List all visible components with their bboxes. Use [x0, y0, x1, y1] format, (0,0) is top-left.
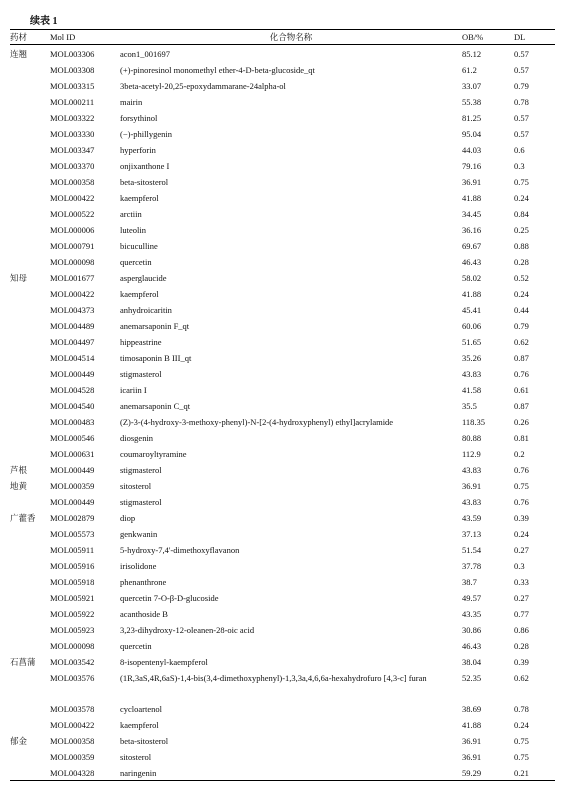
cell-herb: 连翘 [10, 49, 28, 59]
header-compound-name: 化合物名称 [120, 30, 462, 45]
cell-ob: 36.91 [462, 736, 482, 746]
cell-ob: 46.43 [462, 641, 482, 651]
cell-herb [10, 493, 50, 509]
cell-compound-name: quercetin [120, 641, 152, 651]
cell-ob: 118.35 [462, 417, 486, 427]
cell-dl: 0.79 [514, 81, 529, 91]
table-row [10, 413, 555, 429]
cell-ob: 61.2 [462, 65, 477, 75]
cell-mol-id: MOL000358 [50, 177, 95, 187]
cell-mol-id: MOL004540 [50, 401, 95, 411]
cell-compound-name: beta-sitosterol [120, 177, 169, 187]
cell-mol-id: MOL005921 [50, 593, 95, 603]
cell-ob: 85.12 [462, 49, 482, 59]
cell-herb: 芦根 [10, 465, 28, 475]
table-row [10, 205, 555, 221]
cell-mol-id: MOL003576 [50, 673, 95, 683]
cell-mol-id: MOL000098 [50, 257, 95, 267]
table-row [10, 637, 555, 653]
cell-dl: 0.3 [514, 561, 525, 571]
table-row [10, 461, 555, 477]
cell-herb: 石菖蒲 [10, 657, 36, 667]
table-row [10, 237, 555, 253]
cell-dl: 0.77 [514, 609, 529, 619]
cell-mol-id: MOL005923 [50, 625, 95, 635]
cell-ob: 38.7 [462, 577, 477, 587]
table-row [10, 253, 555, 269]
cell-compound-name: stigmasterol [120, 497, 162, 507]
cell-dl: 0.75 [514, 752, 529, 762]
table-row [10, 605, 555, 621]
table-row [10, 349, 555, 365]
cell-dl: 0.28 [514, 641, 529, 651]
table-row [10, 716, 555, 732]
cell-ob: 45.41 [462, 305, 482, 315]
cell-herb [10, 365, 50, 381]
cell-ob: 34.45 [462, 209, 482, 219]
cell-compound-name: (−)-phillygenin [120, 129, 173, 139]
cell-dl: 0.62 [514, 673, 529, 683]
cell-mol-id: MOL004328 [50, 764, 120, 781]
cell-compound-name: kaempferol [120, 289, 159, 299]
cell-herb [10, 173, 50, 189]
cell-compound-name: asperglaucide [120, 273, 167, 283]
cell-dl: 0.57 [514, 113, 529, 123]
cell-dl: 0.62 [514, 337, 529, 347]
cell-herb [10, 700, 50, 716]
table-row [10, 301, 555, 317]
cell-compound-name: 5-hydroxy-7,4'-dimethoxyflavanon [120, 545, 240, 555]
cell-ob: 60.06 [462, 321, 482, 331]
cell-compound-name: luteolin [120, 225, 146, 235]
cell-compound-name: sitosterol [120, 752, 152, 762]
cell-ob: 95.04 [462, 129, 482, 139]
cell-mol-id: MOL002879 [50, 513, 95, 523]
cell-herb [10, 125, 50, 141]
table-row [10, 93, 555, 109]
header-dl: DL [514, 30, 555, 45]
cell-mol-id: MOL000006 [50, 225, 95, 235]
cell-herb [10, 748, 50, 764]
cell-herb [10, 637, 50, 653]
cell-herb [10, 589, 50, 605]
cell-dl: 0.24 [514, 193, 529, 203]
cell-compound-name: 8-isopentenyl-kaempferol [120, 657, 208, 667]
cell-compound-name: diosgenin [120, 433, 154, 443]
cell-dl: 0.39 [514, 513, 529, 523]
cell-ob: 51.65 [462, 337, 482, 347]
cell-ob: 36.91 [462, 752, 482, 762]
cell-compound-name: hyperforin [120, 145, 156, 155]
cell-herb [10, 541, 50, 557]
cell-mol-id: MOL005922 [50, 609, 95, 619]
cell-compound-name: forsythinol [120, 113, 158, 123]
table-row [10, 653, 555, 669]
cell-ob: 41.88 [462, 720, 482, 730]
cell-mol-id: MOL000449 [50, 369, 95, 379]
cell-compound-name: anemarsaponin C_qt [120, 401, 191, 411]
cell-compound-name: (Z)-3-(4-hydroxy-3-methoxy-phenyl)-N-[2-(4-hydroxyphenyl) ethyl]acrylamide [120, 417, 394, 427]
table-row [10, 333, 555, 349]
cell-ob: 37.13 [462, 529, 482, 539]
cell-dl: 0.76 [514, 369, 529, 379]
cell-ob: 69.67 [462, 241, 482, 251]
cell-compound-name: (1R,3aS,4R,6aS)-1,4-bis(3,4-dimethoxyphenyl)-1,3,3a,4,6,6a-hexahydrofuro [4,3-c] furan [120, 673, 427, 683]
table-row [10, 429, 555, 445]
table-row [10, 397, 555, 413]
cell-dl: 0.27 [514, 593, 529, 603]
cell-herb [10, 349, 50, 365]
cell-herb [10, 141, 50, 157]
cell-compound-name: icariin I [120, 385, 147, 395]
table-caption: 续表 1 [30, 16, 58, 27]
cell-mol-id: MOL000422 [50, 720, 95, 730]
cell-herb [10, 669, 50, 700]
cell-herb [10, 397, 50, 413]
cell-herb [10, 605, 50, 621]
cell-compound-name: cycloartenol [120, 704, 163, 714]
cell-compound-name: quercetin [120, 257, 152, 267]
cell-herb [10, 221, 50, 237]
cell-ob: 35.26 [462, 353, 482, 363]
compound-table [10, 29, 555, 781]
header-ob: OB/% [462, 30, 514, 45]
cell-herb [10, 429, 50, 445]
cell-dl: 0.24 [514, 529, 529, 539]
cell-compound-name: mairin [120, 97, 143, 107]
table-row [10, 621, 555, 637]
cell-compound-name: (+)-pinoresinol monomethyl ether-4-D-beta-glucoside_qt [120, 65, 315, 75]
cell-herb [10, 621, 50, 637]
cell-mol-id: MOL000422 [50, 193, 95, 203]
table-row [10, 61, 555, 77]
cell-herb [10, 301, 50, 317]
cell-mol-id: MOL000449 [50, 497, 95, 507]
cell-compound-name: naringenin [120, 764, 462, 781]
cell-herb [10, 413, 50, 429]
cell-herb [10, 77, 50, 93]
cell-ob: 43.83 [462, 465, 482, 475]
cell-mol-id: MOL000522 [50, 209, 95, 219]
cell-compound-name: hippeastrine [120, 337, 162, 347]
cell-herb [10, 381, 50, 397]
cell-mol-id: MOL003370 [50, 161, 95, 171]
cell-ob: 36.91 [462, 481, 482, 491]
cell-ob: 30.86 [462, 625, 482, 635]
cell-dl: 0.2 [514, 449, 525, 459]
table-header-row [10, 30, 555, 45]
header-herb: 药材 [10, 30, 50, 45]
table-row [10, 269, 555, 285]
cell-ob: 41.58 [462, 385, 482, 395]
cell-dl: 0.81 [514, 433, 529, 443]
cell-mol-id: MOL003578 [50, 704, 95, 714]
cell-herb [10, 285, 50, 301]
cell-ob: 81.25 [462, 113, 482, 123]
cell-herb [10, 317, 50, 333]
cell-mol-id: MOL003347 [50, 145, 95, 155]
cell-mol-id: MOL004528 [50, 385, 95, 395]
cell-compound-name: kaempferol [120, 193, 159, 203]
cell-ob: 112.9 [462, 449, 481, 459]
cell-compound-name: irisolidone [120, 561, 157, 571]
cell-mol-id: MOL004514 [50, 353, 95, 363]
cell-mol-id: MOL000422 [50, 289, 95, 299]
cell-mol-id: MOL000359 [50, 752, 95, 762]
cell-ob: 59.29 [462, 764, 514, 781]
cell-dl: 0.75 [514, 481, 529, 491]
table-row [10, 477, 555, 493]
table-row [10, 732, 555, 748]
table-row [10, 509, 555, 525]
cell-mol-id: MOL005911 [50, 545, 95, 555]
cell-dl: 0.27 [514, 545, 529, 555]
cell-ob: 33.07 [462, 81, 482, 91]
cell-dl: 0.6 [514, 145, 525, 155]
cell-ob: 46.43 [462, 257, 482, 267]
cell-mol-id: MOL000631 [50, 449, 95, 459]
cell-mol-id: MOL003315 [50, 81, 95, 91]
table-row [10, 381, 555, 397]
cell-ob: 44.03 [462, 145, 482, 155]
cell-dl: 0.76 [514, 497, 529, 507]
cell-ob: 43.83 [462, 497, 482, 507]
cell-compound-name: sitosterol [120, 481, 152, 491]
cell-dl: 0.3 [514, 161, 525, 171]
cell-mol-id: MOL000359 [50, 481, 95, 491]
table-row [10, 445, 555, 461]
cell-herb [10, 157, 50, 173]
cell-herb [10, 525, 50, 541]
cell-ob: 36.16 [462, 225, 482, 235]
cell-dl: 0.33 [514, 577, 529, 587]
table-row [10, 45, 555, 62]
cell-ob: 38.69 [462, 704, 482, 714]
cell-compound-name: acanthoside B [120, 609, 168, 619]
cell-mol-id: MOL005916 [50, 561, 95, 571]
cell-dl: 0.76 [514, 465, 529, 475]
table-row [10, 157, 555, 173]
cell-herb [10, 237, 50, 253]
cell-dl: 0.26 [514, 417, 529, 427]
cell-compound-name: 3,23-dihydroxy-12-oleanen-28-oic acid [120, 625, 255, 635]
table-row [10, 557, 555, 573]
table-row [10, 125, 555, 141]
cell-herb [10, 109, 50, 125]
cell-ob: 38.04 [462, 657, 482, 667]
cell-mol-id: MOL000449 [50, 465, 95, 475]
cell-mol-id: MOL000483 [50, 417, 95, 427]
table-row [10, 493, 555, 509]
cell-mol-id: MOL000358 [50, 736, 95, 746]
cell-herb [10, 557, 50, 573]
cell-compound-name: onjixanthone I [120, 161, 170, 171]
cell-ob: 36.91 [462, 177, 482, 187]
cell-herb [10, 445, 50, 461]
cell-dl: 0.87 [514, 401, 529, 411]
cell-mol-id: MOL005573 [50, 529, 95, 539]
cell-ob: 80.88 [462, 433, 482, 443]
cell-compound-name: coumaroyltyramine [120, 449, 187, 459]
cell-compound-name: timosaponin B III_qt [120, 353, 192, 363]
cell-ob: 41.88 [462, 193, 482, 203]
cell-compound-name: genkwanin [120, 529, 158, 539]
table-row [10, 189, 555, 205]
cell-compound-name: anemarsaponin F_qt [120, 321, 190, 331]
cell-herb [10, 189, 50, 205]
table-row [10, 221, 555, 237]
cell-mol-id: MOL003542 [50, 657, 95, 667]
cell-mol-id: MOL000098 [50, 641, 95, 651]
table-row [10, 173, 555, 189]
cell-compound-name: quercetin 7-O-β-D-glucoside [120, 593, 219, 603]
cell-dl: 0.57 [514, 49, 529, 59]
cell-herb [10, 253, 50, 269]
cell-ob: 41.88 [462, 289, 482, 299]
cell-dl: 0.21 [514, 764, 555, 781]
header-mol-id: Mol ID [50, 30, 120, 45]
table-row [10, 700, 555, 716]
cell-mol-id: MOL000211 [50, 97, 95, 107]
cell-ob: 35.5 [462, 401, 477, 411]
cell-compound-name: beta-sitosterol [120, 736, 169, 746]
cell-dl: 0.61 [514, 385, 529, 395]
cell-mol-id: MOL003308 [50, 65, 95, 75]
cell-ob: 37.78 [462, 561, 482, 571]
table-body [10, 45, 555, 781]
cell-dl: 0.57 [514, 65, 529, 75]
cell-ob: 79.16 [462, 161, 482, 171]
cell-mol-id: MOL005918 [50, 577, 95, 587]
cell-mol-id: MOL003330 [50, 129, 95, 139]
cell-herb [10, 716, 50, 732]
cell-herb: 知母 [10, 273, 28, 283]
table-row [10, 573, 555, 589]
cell-compound-name: acon1_001697 [120, 49, 171, 59]
cell-dl: 0.78 [514, 704, 529, 714]
cell-compound-name: bicuculline [120, 241, 158, 251]
cell-mol-id: MOL003306 [50, 49, 95, 59]
cell-compound-name: stigmasterol [120, 465, 162, 475]
cell-dl: 0.75 [514, 177, 529, 187]
cell-herb: 地黄 [10, 481, 28, 491]
table-row [10, 77, 555, 93]
cell-ob: 43.83 [462, 369, 482, 379]
cell-dl: 0.39 [514, 657, 529, 667]
cell-dl: 0.57 [514, 129, 529, 139]
cell-herb [10, 61, 50, 77]
cell-mol-id: MOL004373 [50, 305, 95, 315]
cell-ob: 55.38 [462, 97, 482, 107]
cell-herb: 广藿香 [10, 513, 36, 523]
cell-dl: 0.24 [514, 720, 529, 730]
cell-dl: 0.75 [514, 736, 529, 746]
cell-ob: 51.54 [462, 545, 482, 555]
cell-mol-id: MOL001677 [50, 273, 95, 283]
table-row [10, 317, 555, 333]
cell-mol-id: MOL004497 [50, 337, 95, 347]
table-row [10, 365, 555, 381]
cell-mol-id: MOL003322 [50, 113, 95, 123]
cell-herb [10, 333, 50, 349]
cell-dl: 0.78 [514, 97, 529, 107]
cell-ob: 43.59 [462, 513, 482, 523]
table-row [10, 541, 555, 557]
cell-dl: 0.86 [514, 625, 529, 635]
cell-ob: 58.02 [462, 273, 482, 283]
table-row [10, 748, 555, 764]
cell-ob: 43.35 [462, 609, 482, 619]
cell-compound-name: stigmasterol [120, 369, 162, 379]
table-row [10, 141, 555, 157]
cell-mol-id: MOL000546 [50, 433, 95, 443]
cell-herb [10, 573, 50, 589]
cell-compound-name: diop [120, 513, 136, 523]
table-row [10, 285, 555, 301]
cell-compound-name: arctiin [120, 209, 142, 219]
cell-dl: 0.87 [514, 353, 529, 363]
table-row [10, 669, 555, 700]
cell-herb [10, 205, 50, 221]
cell-ob: 49.57 [462, 593, 482, 603]
cell-compound-name: 3beta-acetyl-20,25-epoxydammarane-24alpha-ol [120, 81, 286, 91]
cell-ob: 52.35 [462, 673, 482, 683]
cell-dl: 0.79 [514, 321, 529, 331]
cell-herb [10, 93, 50, 109]
cell-mol-id: MOL004489 [50, 321, 95, 331]
table-row [10, 589, 555, 605]
cell-herb: 郁金 [10, 736, 28, 746]
cell-dl: 0.28 [514, 257, 529, 267]
cell-dl: 0.84 [514, 209, 529, 219]
cell-compound-name: kaempferol [120, 720, 159, 730]
cell-dl: 0.24 [514, 289, 529, 299]
cell-dl: 0.88 [514, 241, 529, 251]
cell-dl: 0.25 [514, 225, 529, 235]
table-row [10, 109, 555, 125]
cell-compound-name: anhydroicaritin [120, 305, 172, 315]
cell-compound-name: phenanthrone [120, 577, 167, 587]
table-row [10, 525, 555, 541]
cell-dl: 0.52 [514, 273, 529, 283]
table-row [10, 764, 555, 781]
cell-mol-id: MOL000791 [50, 241, 95, 251]
cell-herb [10, 764, 50, 781]
cell-dl: 0.44 [514, 305, 529, 315]
